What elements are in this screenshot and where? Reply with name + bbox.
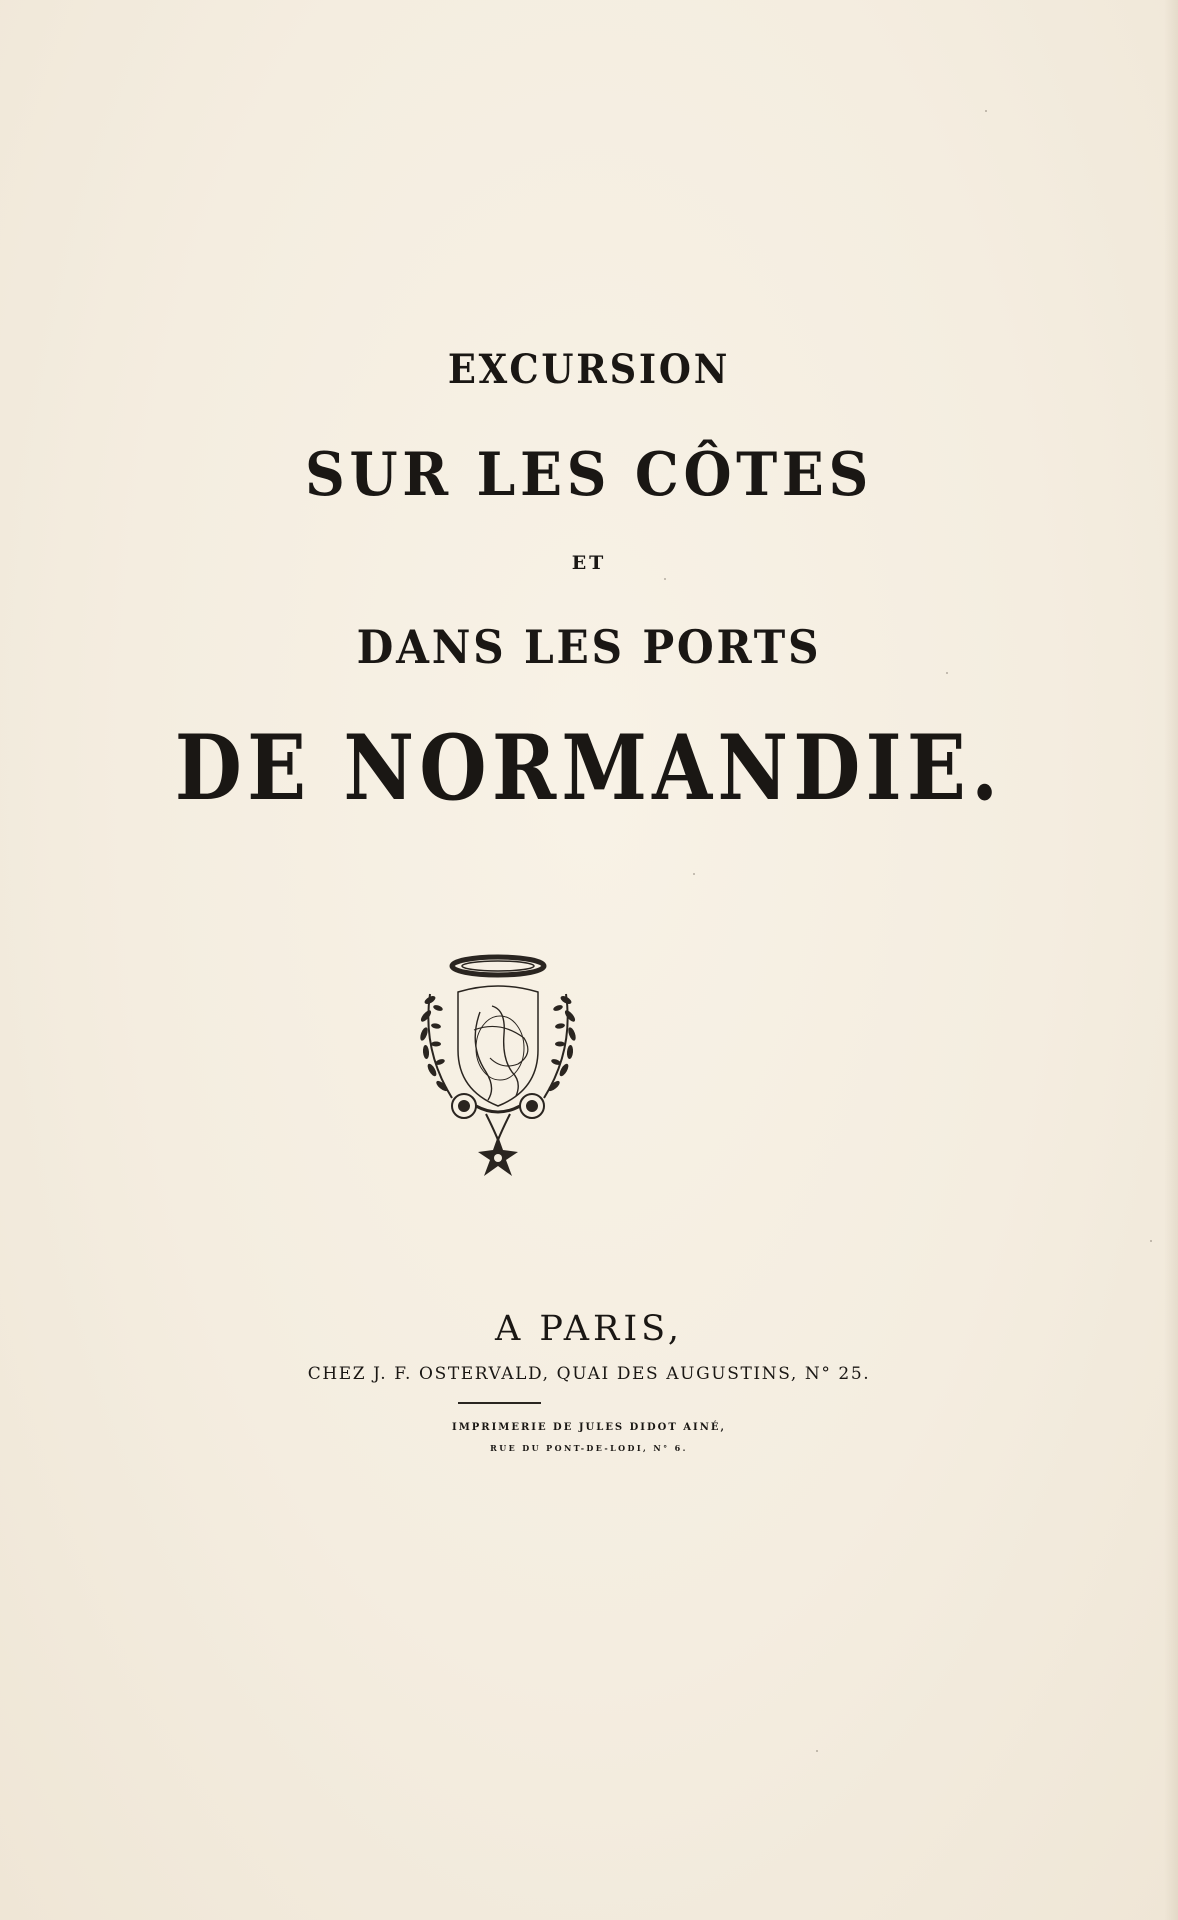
imprint-printer: IMPRIMERIE DE JULES DIDOT AINÉ, — [452, 1422, 726, 1433]
page-edge-shadow — [1164, 0, 1178, 1920]
paper-speck — [664, 578, 666, 580]
imprint-city: A PARIS, — [494, 1309, 684, 1349]
paper-speck — [816, 1750, 818, 1752]
paper-speck — [1150, 1240, 1152, 1242]
title-line-et: ET — [571, 552, 607, 574]
paper-speck — [693, 873, 695, 875]
title-line-de-normandie: DE NORMANDIE. — [174, 715, 1004, 821]
paper-speck — [985, 110, 987, 112]
monogram-crest-icon — [408, 950, 588, 1190]
imprint-divider — [458, 1402, 541, 1404]
title-line-excursion: EXCURSION — [447, 346, 731, 393]
title-line-dans-les-ports: DANS LES PORTS — [356, 620, 822, 674]
imprint-printer-address: RUE DU PONT-DE-LODI, N° 6. — [490, 1443, 688, 1453]
imprint-publisher: CHEZ J. F. OSTERVALD, QUAI DES AUGUSTINS, N° 25. — [307, 1364, 871, 1384]
title-line-sur-les-cotes: SUR LES CÔTES — [305, 440, 873, 510]
